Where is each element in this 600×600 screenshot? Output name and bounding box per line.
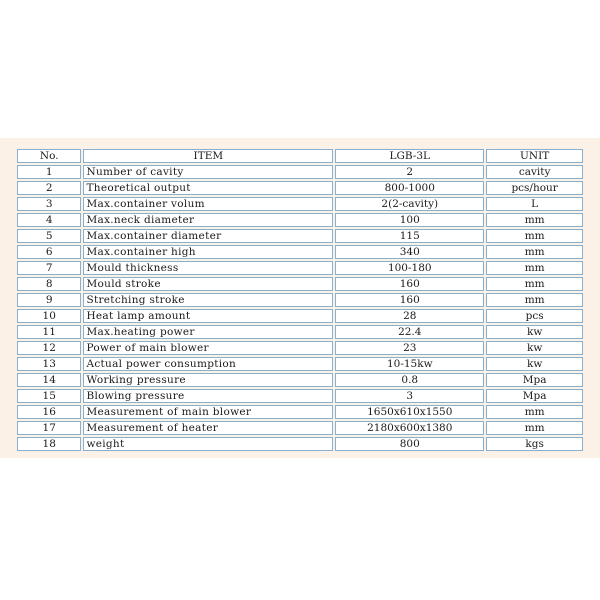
row-unit: cavity: [486, 165, 583, 179]
table-row: [17, 341, 583, 355]
row-item: Power of main blower: [83, 341, 333, 355]
header-unit: UNIT: [486, 149, 583, 163]
row-item: Max.neck diameter: [83, 213, 333, 227]
row-unit: Mpa: [486, 373, 583, 387]
row-value: 160: [335, 277, 484, 291]
row-unit: mm: [486, 229, 583, 243]
row-value: 2180x600x1380: [335, 421, 484, 435]
table-row: [17, 181, 583, 195]
row-value: 10-15kw: [335, 357, 484, 371]
row-number: 14: [17, 373, 81, 387]
row-value: 0.8: [335, 373, 484, 387]
row-number: 7: [17, 261, 81, 275]
row-value: 23: [335, 341, 484, 355]
row-number: 13: [17, 357, 81, 371]
row-number: 11: [17, 325, 81, 339]
row-number: 17: [17, 421, 81, 435]
row-number: 2: [17, 181, 81, 195]
row-value: 160: [335, 293, 484, 307]
row-value: 100-180: [335, 261, 484, 275]
row-number: 10: [17, 309, 81, 323]
row-item: Blowing pressure: [83, 389, 333, 403]
table-row: [17, 421, 583, 435]
header-item: ITEM: [83, 149, 333, 163]
row-number: 1: [17, 165, 81, 179]
row-number: 8: [17, 277, 81, 291]
row-unit: mm: [486, 405, 583, 419]
row-item: Measurement of heater: [83, 421, 333, 435]
row-item: Mould thickness: [83, 261, 333, 275]
row-unit: pcs/hour: [486, 181, 583, 195]
row-number: 5: [17, 229, 81, 243]
table-row: [17, 405, 583, 419]
row-number: 4: [17, 213, 81, 227]
row-item: Number of cavity: [83, 165, 333, 179]
table-row: [17, 389, 583, 403]
row-unit: mm: [486, 293, 583, 307]
row-unit: mm: [486, 421, 583, 435]
row-item: Actual power consumption: [83, 357, 333, 371]
row-value: 1650x610x1550: [335, 405, 484, 419]
row-unit: mm: [486, 277, 583, 291]
row-unit: L: [486, 197, 583, 211]
table-row: [17, 325, 583, 339]
row-item: Max.heating power: [83, 325, 333, 339]
table-row: [17, 437, 583, 451]
row-item: Max.container diameter: [83, 229, 333, 243]
table-row: [17, 357, 583, 371]
row-unit: kw: [486, 325, 583, 339]
row-number: 9: [17, 293, 81, 307]
table-row: [17, 309, 583, 323]
row-item: weight: [83, 437, 333, 451]
row-item: Stretching stroke: [83, 293, 333, 307]
row-number: 12: [17, 341, 81, 355]
row-item: Working pressure: [83, 373, 333, 387]
specification-table: [15, 147, 585, 453]
row-value: 100: [335, 213, 484, 227]
row-number: 3: [17, 197, 81, 211]
row-value: 800-1000: [335, 181, 484, 195]
row-value: 3: [335, 389, 484, 403]
row-number: 18: [17, 437, 81, 451]
row-unit: kgs: [486, 437, 583, 451]
row-number: 16: [17, 405, 81, 419]
row-item: Max.container high: [83, 245, 333, 259]
table-header-row: [17, 149, 583, 163]
row-value: 800: [335, 437, 484, 451]
row-item: Heat lamp amount: [83, 309, 333, 323]
row-unit: pcs: [486, 309, 583, 323]
row-item: Theoretical output: [83, 181, 333, 195]
row-unit: mm: [486, 213, 583, 227]
table-row: [17, 229, 583, 243]
row-unit: mm: [486, 261, 583, 275]
table-row: [17, 197, 583, 211]
row-unit: kw: [486, 357, 583, 371]
row-item: Max.container volum: [83, 197, 333, 211]
table-row: [17, 293, 583, 307]
header-model: LGB-3L: [335, 149, 484, 163]
row-unit: kw: [486, 341, 583, 355]
row-item: Measurement of main blower: [83, 405, 333, 419]
table-row: [17, 165, 583, 179]
table-row: [17, 213, 583, 227]
table-row: [17, 373, 583, 387]
header-no: No.: [17, 149, 81, 163]
row-value: 2: [335, 165, 484, 179]
table-row: [17, 261, 583, 275]
table-row: [17, 245, 583, 259]
row-item: Mould stroke: [83, 277, 333, 291]
row-value: 340: [335, 245, 484, 259]
row-value: 22.4: [335, 325, 484, 339]
row-number: 6: [17, 245, 81, 259]
table-row: [17, 277, 583, 291]
row-unit: Mpa: [486, 389, 583, 403]
row-value: 28: [335, 309, 484, 323]
row-number: 15: [17, 389, 81, 403]
row-value: 2(2-cavity): [335, 197, 484, 211]
row-unit: mm: [486, 245, 583, 259]
row-value: 115: [335, 229, 484, 243]
